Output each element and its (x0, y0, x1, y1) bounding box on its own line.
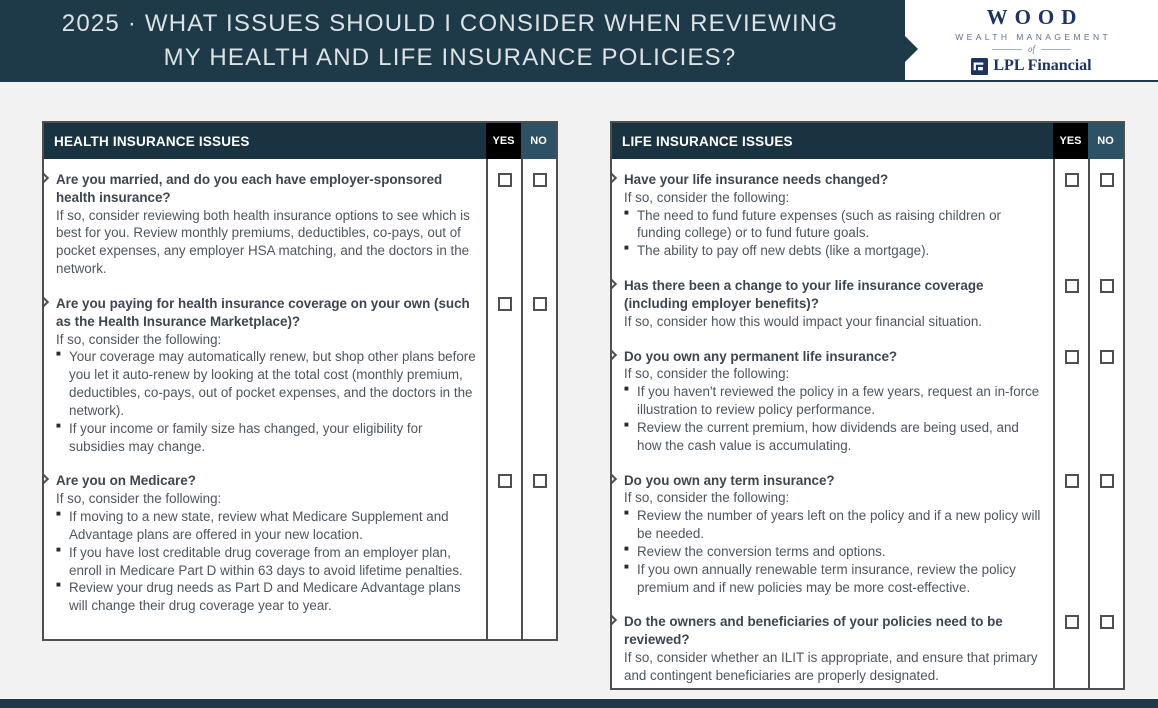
health-issues-table (42, 121, 558, 641)
logo-of-row (992, 44, 1071, 54)
chevron-right-marker (612, 171, 617, 185)
question-cell (44, 460, 486, 639)
bullet-item: ■ Review the number of years left on the policy and if a new policy will be needed. (624, 507, 1044, 543)
no-cell (1088, 601, 1123, 688)
lpl-financial-label: LPL Financial (993, 57, 1092, 74)
no-cell (1088, 336, 1123, 460)
no-column-header: NO (1088, 123, 1123, 159)
logo-panel (905, 0, 1158, 80)
divider-line (992, 49, 1022, 50)
no-column-header: NO (521, 123, 556, 159)
no-cell (521, 159, 556, 283)
no-checkbox[interactable] (1100, 173, 1114, 187)
question-row-life-2 (612, 265, 1123, 335)
chevron-right-marker (44, 295, 49, 309)
question-row-life-1 (612, 159, 1123, 265)
question-detail: If so, consider the following: (56, 331, 222, 347)
no-checkbox[interactable] (1100, 615, 1114, 629)
question-text: Do you own any permanent life insurance? (624, 348, 898, 364)
question-row-life-5 (612, 601, 1123, 688)
question-cell (612, 460, 1053, 602)
question-text: Do the owners and beneficiaries of your policies need to be reviewed? (624, 614, 1003, 648)
lpl-logo-row (971, 57, 1091, 75)
question-detail: If so, consider the following: (624, 189, 790, 205)
question-row-health-3 (44, 460, 556, 639)
question-row-life-4 (612, 460, 1123, 602)
bullet-item: ■ If your income or family size has changed, your eligibility for subsidies may change. (56, 420, 477, 456)
question-text: Are you paying for health insurance coverage on your own (such as the Health Insurance Marketplace)? (56, 295, 470, 329)
no-checkbox[interactable] (533, 474, 547, 488)
question-cell (612, 159, 1053, 265)
question-text: Are you married, and do you each have employer-sponsored health insurance? (56, 172, 443, 205)
bullet-item: ■ The need to fund future expenses (such as raising children or funding college) or to fund future goals. (624, 207, 1044, 243)
no-cell (521, 460, 556, 639)
yes-cell (1053, 336, 1088, 460)
life-table-body (612, 159, 1123, 688)
footer-band (0, 699, 1158, 708)
yes-checkbox[interactable] (498, 474, 512, 488)
question-row-health-1 (44, 159, 556, 283)
no-checkbox[interactable] (533, 297, 547, 311)
question-cell (44, 159, 486, 283)
no-cell (1088, 265, 1123, 335)
yes-cell (1053, 265, 1088, 335)
question-cell (612, 336, 1053, 460)
question-text: Do you own any term insurance? (624, 472, 835, 488)
banner-arrow-icon (905, 36, 918, 62)
bullet-item: ■ If you have lost creditable drug coverage from an employer plan, enroll in Medicare Part D within 63 days to avoid lifetime penalties. (56, 544, 477, 580)
health-table-header (44, 123, 556, 159)
yes-cell (1053, 159, 1088, 265)
question-detail: If so, consider the following: (56, 491, 222, 507)
bullet-item: ■ Your coverage may automatically renew, but shop other plans before you let it auto-renew by looking at the total cost (monthly premium, deductibles, co-pays, out of pocket expenses, and the doctors in the network). (56, 348, 477, 419)
chevron-right-marker (612, 613, 617, 627)
page-title (0, 0, 900, 82)
life-table-header (612, 123, 1123, 159)
bullet-item: ■ If you haven't reviewed the policy in a few years, request an in-force illustration to review policy performance. (624, 383, 1044, 419)
no-checkbox[interactable] (533, 173, 547, 187)
bullet-item: ■ Review the conversion terms and options. (624, 543, 1044, 561)
yes-cell (486, 460, 521, 639)
yes-checkbox[interactable] (498, 297, 512, 311)
no-checkbox[interactable] (1100, 474, 1114, 488)
question-detail: If so, consider the following: (624, 366, 790, 382)
bullet-item: ■ The ability to pay off new debts (like a mortgage). (624, 242, 1044, 260)
question-cell (44, 283, 486, 460)
question-row-health-2 (44, 283, 556, 460)
question-cell (612, 265, 1053, 335)
brand-subtitle: WEALTH MANAGEMENT (955, 32, 1112, 42)
bullet-item: ■ Review your drug needs as Part D and Medicare Advantage plans will change their drug coverage year to year. (56, 579, 477, 615)
yes-cell (486, 159, 521, 283)
chevron-right-marker (44, 171, 49, 185)
bullet-item: ■ Review the current premium, how dividends are being used, and how the cash value is accumulating. (624, 419, 1044, 455)
yes-checkbox[interactable] (1065, 474, 1079, 488)
chevron-right-marker (44, 472, 49, 486)
question-detail: If so, consider whether an ILIT is appropriate, and ensure that primary and contingent beneficiaries are properly designated. (624, 650, 1038, 683)
no-cell (1088, 159, 1123, 265)
question-cell (612, 601, 1053, 688)
yes-cell (1053, 460, 1088, 602)
no-checkbox[interactable] (1100, 350, 1114, 364)
page-title-line2: MY HEALTH AND LIFE INSURANCE POLICIES? (163, 44, 737, 71)
yes-cell (486, 283, 521, 460)
question-detail: If so, consider reviewing both health insurance options to see which is best for you. Review monthly premiums, deductibles, co-pays, out of pocket expenses, any employer HSA matching, and the doctors in the network. (56, 207, 470, 277)
yes-column-header: YES (486, 123, 521, 159)
no-cell (521, 283, 556, 460)
question-row-life-3 (612, 336, 1123, 460)
health-table-body (44, 159, 556, 639)
question-detail: If so, consider the following: (624, 490, 790, 506)
question-text: Has there been a change to your life insurance coverage (including employer benefits)? (624, 278, 984, 311)
bullet-item: ■ If moving to a new state, review what Medicare Supplement and Advantage plans are offered in your new location. (56, 508, 477, 544)
life-table-title: LIFE INSURANCE ISSUES (622, 133, 793, 149)
no-checkbox[interactable] (1100, 279, 1114, 293)
question-text: Are you on Medicare? (56, 473, 196, 489)
brand-name: WOOD (986, 5, 1084, 29)
yes-checkbox[interactable] (1065, 350, 1079, 364)
lpl-financial-icon (971, 58, 988, 75)
chevron-right-marker (612, 472, 617, 486)
yes-cell (1053, 601, 1088, 688)
yes-checkbox[interactable] (1065, 279, 1079, 293)
yes-checkbox[interactable] (498, 173, 512, 187)
yes-checkbox[interactable] (1065, 173, 1079, 187)
logo-of-text: of (1027, 44, 1035, 54)
question-text: Have your life insurance needs changed? (624, 172, 889, 187)
question-detail: If so, consider how this would impact your financial situation. (624, 313, 983, 329)
yes-column-header: YES (1053, 123, 1088, 159)
divider-line (1041, 49, 1071, 50)
title-banner (0, 0, 1158, 82)
page-title-line1: 2025 · WHAT ISSUES SHOULD I CONSIDER WHEN REVIEWING (61, 10, 839, 38)
health-table-title: HEALTH INSURANCE ISSUES (54, 133, 250, 149)
life-issues-table (610, 121, 1125, 690)
no-cell (1088, 460, 1123, 602)
yes-checkbox[interactable] (1065, 615, 1079, 629)
bullet-item: ■ If you own annually renewable term insurance, review the policy premium and if new policies may be more cost-effective. (624, 561, 1044, 597)
chevron-right-marker (612, 277, 617, 291)
chevron-right-marker (612, 348, 617, 362)
